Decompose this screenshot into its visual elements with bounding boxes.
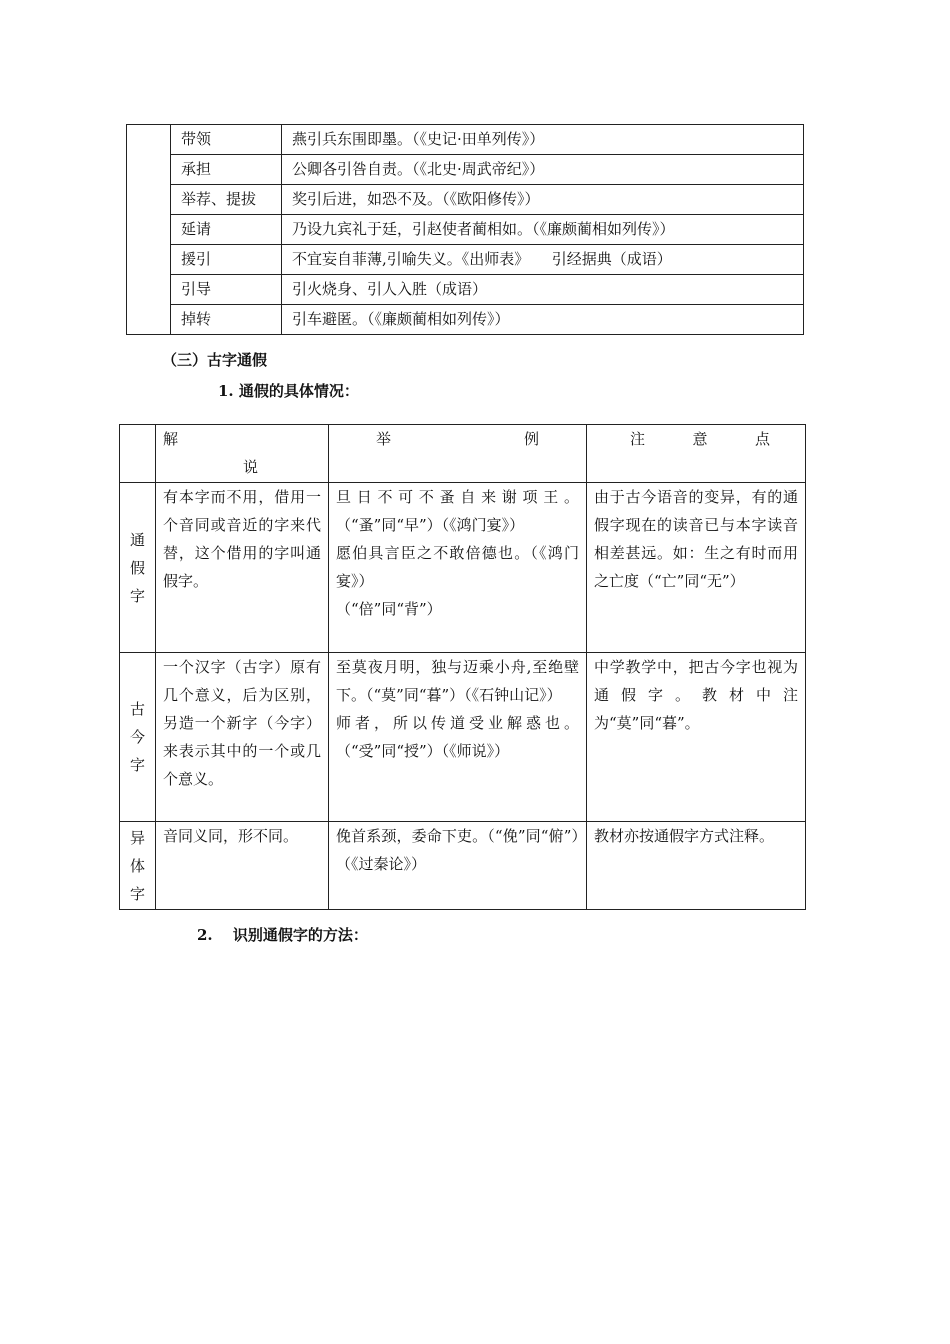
category-char: 字 [129,586,145,605]
example-line: 至莫夜月明，独与迈乘小舟,至绝壁下。（“莫”同“暮”）（《石钟山记》） [336,658,579,704]
meaning-cell: 承担 [171,155,282,185]
table-row [120,483,806,653]
header-example [329,425,587,483]
table-row [120,822,806,910]
header-blank [120,425,156,483]
category-char: 字 [129,884,145,903]
explain-cell: 一个汉字（古字）原有几个意义，后为区别，另造一个新字（今字）来表示其中的一个或几个意义。 [156,653,329,822]
subsection-title-1: 1. 通假的具体情况： [218,382,359,400]
explain-cell: 有本字而不用，借用一个音同或音近的字来代替，这个借用的字叫通假字。 [156,483,329,653]
meaning-cell: 带领 [171,125,282,155]
example-cell [329,483,587,653]
example-line: （“倍”同“背”） [336,600,442,618]
tongjia-table [119,424,806,910]
meaning-cell: 掉转 [171,305,282,335]
meaning-cell: 延请 [171,215,282,245]
note-cell: 中学教学中，把古今字也视为通假字。教材中注为“莫”同“暮”。 [587,653,806,822]
category-char: 体 [129,856,145,875]
example-cell: 不宜妄自菲薄,引喻失义。《出师表》 引经据典（成语） [282,245,804,275]
meaning-cell: 引导 [171,275,282,305]
section-title: （三）古字通假 [162,351,268,369]
example-cell [329,653,587,822]
header-example-a: 举 [376,430,392,448]
header-note [587,425,806,483]
example-cell: 乃设九宾礼于廷，引赵使者蔺相如。（《廉颇蔺相如列传》） [282,215,804,245]
example-cell: 引车避匿。（《廉颇蔺相如列传》） [282,305,804,335]
yin-meanings-table [126,124,804,335]
meaning-cell: 举荐、提拔 [171,185,282,215]
table-row [127,305,804,335]
meaning-cell: 援引 [171,245,282,275]
note-cell: 由于古今语音的变异，有的通假字现在的读音已与本字读音相差甚远。如：生之有时而用之亡度（“亡”同“无”） [587,483,806,653]
header-note-a: 注 [630,430,646,448]
table-row [127,245,804,275]
table-row [127,125,804,155]
table-row [127,215,804,245]
example-cell: 公卿各引咎自责。（《北史·周武帝纪》） [282,155,804,185]
example-cell: 奖引后进，如恐不及。（《欧阳修传》） [282,185,804,215]
category-char: 今 [129,728,145,746]
category-char: 通 [129,530,145,549]
category-char: 假 [129,558,145,577]
merged-cell [127,125,171,335]
header-note-b: 意 [692,430,708,448]
example-line: 愿伯具言臣之不敢倍德也。（《鸿门宴》） [336,544,579,590]
table-row [120,653,806,822]
example-line: 师者，所以传道受业解惑也。（“受”同“授”）（《师说》） [336,714,579,760]
example-line: 旦日不可不蚤自来谢项王。（“蚤”同“早”）（《鸿门宴》） [336,488,579,534]
example-cell: 燕引兵东围即墨。（《史记·田单列传》） [282,125,804,155]
category-cell [120,822,156,910]
category-char: 异 [129,828,145,847]
category-cell [120,483,156,653]
example-cell [329,822,587,910]
header-explain-b: 说 [243,458,259,476]
category-char: 古 [129,700,145,718]
explain-cell: 音同义同，形不同。 [156,822,329,910]
table-row [127,155,804,185]
table-header-row [120,425,806,483]
note-cell: 教材亦按通假字方式注释。 [587,822,806,910]
example-line: 俛首系颈，委命下吏。（“俛”同“俯”）（《过秦论》） [336,827,579,873]
subsection-title-2: 2. 识别通假字的方法： [197,926,368,944]
header-example-b: 例 [523,430,539,448]
example-cell: 引火烧身、引人入胜（成语） [282,275,804,305]
table-row [127,185,804,215]
header-explain-a: 解 [163,430,179,448]
category-char: 字 [129,756,145,774]
header-note-c: 点 [754,430,770,448]
header-explain [156,425,329,483]
category-cell [120,653,156,822]
table-row [127,275,804,305]
